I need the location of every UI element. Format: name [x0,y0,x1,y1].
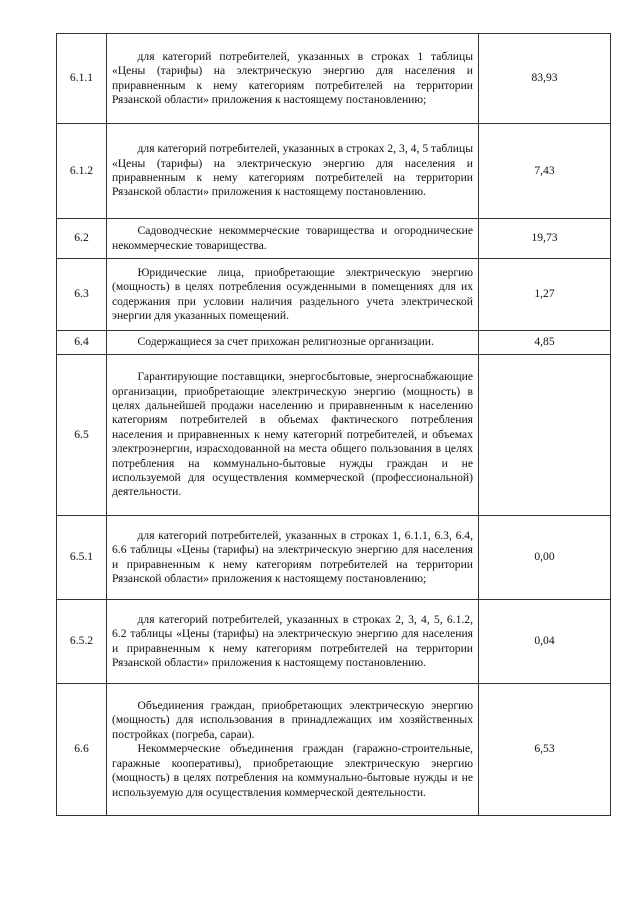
row-description [107,219,479,259]
row-description [107,516,479,600]
table-row [57,331,611,355]
row-value: 4,85 [479,331,611,355]
table-row [57,219,611,259]
row-value: 83,93 [479,34,611,124]
row-value [479,355,611,516]
row-description [107,684,479,816]
row-description [107,124,479,219]
description-paragraph: для категорий потребителей, указанных в строках 2, 3, 4, 5, 6.1.2, 6.2 таблицы «Цены (тарифы) на электрическую энергию для населения и приравненным к нему категориям потребителей на территории Рязанской области» приложения к настоящему постановлению. [112,612,473,669]
row-description [107,34,479,124]
table-row [57,259,611,331]
row-number: 6.3 [57,259,107,331]
tariff-table [56,33,611,816]
description-paragraph: Гарантирующие поставщики, энергосбытовые, энергоснабжающие организации, приобретающие электрическую энергию (мощность) в целях дальнейшей продажи населению и приравненным к населению категориям потребителей в объемах фактического потребления населения и приравненных к нему категорий потребителей, и объемах электроэнергии, израсходованной на места общего пользования в целях потребления на коммунально-бытовые нужды граждан и не используемой для осуществления коммерческой (профессиональной) деятельности. [112,370,473,499]
description-paragraph: Некоммерческие объединения граждан (гаражно-строительные, гаражные кооперативы), приобретающие электрическую энергию (мощность) в целях потребления на коммунально-бытовые нужды и не используемую для осуществления коммерческой деятельности. [112,742,473,799]
description-paragraph: Юридические лица, приобретающие электрическую энергию (мощность) в целях потребления осужденными в помещениях для их содержания при условии наличия раздельного учета электрической энергии для указанных помещений. [112,265,473,322]
table-row [57,355,611,516]
table-row [57,34,611,124]
row-number: 6.6 [57,684,107,816]
description-paragraph: Содержащиеся за счет прихожан религиозные организации. [137,335,434,349]
table-row [57,124,611,219]
row-description [107,259,479,331]
description-paragraph: Садоводческие некоммерческие товарищества и огороднические некоммерческие товарищества. [112,224,473,252]
row-number: 6.5 [57,355,107,516]
table-row [57,516,611,600]
row-number: 6.1.2 [57,124,107,219]
row-number: 6.4 [57,331,107,355]
row-value: 1,27 [479,259,611,331]
row-description [107,355,479,516]
description-paragraph: Объединения граждан, приобретающих электрическую энергию (мощность) для использования в принадлежащих им хозяйственных постройках (погреба, сараи). [112,699,473,741]
table-row [57,600,611,684]
row-description [107,600,479,684]
row-number: 6.5.1 [57,516,107,600]
row-number: 6.2 [57,219,107,259]
description-paragraph: для категорий потребителей, указанных в строках 1, 6.1.1, 6.3, 6.4, 6.6 таблицы «Цены (тарифы) на электрическую энергию для населения и приравненным к нему категориям потребителей на территории Рязанской области» приложения к настоящему постановлению; [112,528,473,585]
row-number: 6.5.2 [57,600,107,684]
row-value: 7,43 [479,124,611,219]
row-number: 6.1.1 [57,34,107,124]
description-paragraph: для категорий потребителей, указанных в строках 2, 3, 4, 5 таблицы «Цены (тарифы) на электрическую энергию для населения и приравненным к нему категориям потребителей на территории Рязанской области» приложения к настоящему постановлению. [112,142,473,199]
table-row [57,684,611,816]
row-value: 0,04 [479,600,611,684]
row-value: 0,00 [479,516,611,600]
row-value: 6,53 [479,684,611,816]
row-description [107,331,479,355]
description-paragraph: для категорий потребителей, указанных в строках 1 таблицы «Цены (тарифы) на электрическую энергию для населения и приравненным к нему категориям потребителей на территории Рязанской области» приложения к настоящему постановлению; [112,49,473,106]
row-value: 19,73 [479,219,611,259]
